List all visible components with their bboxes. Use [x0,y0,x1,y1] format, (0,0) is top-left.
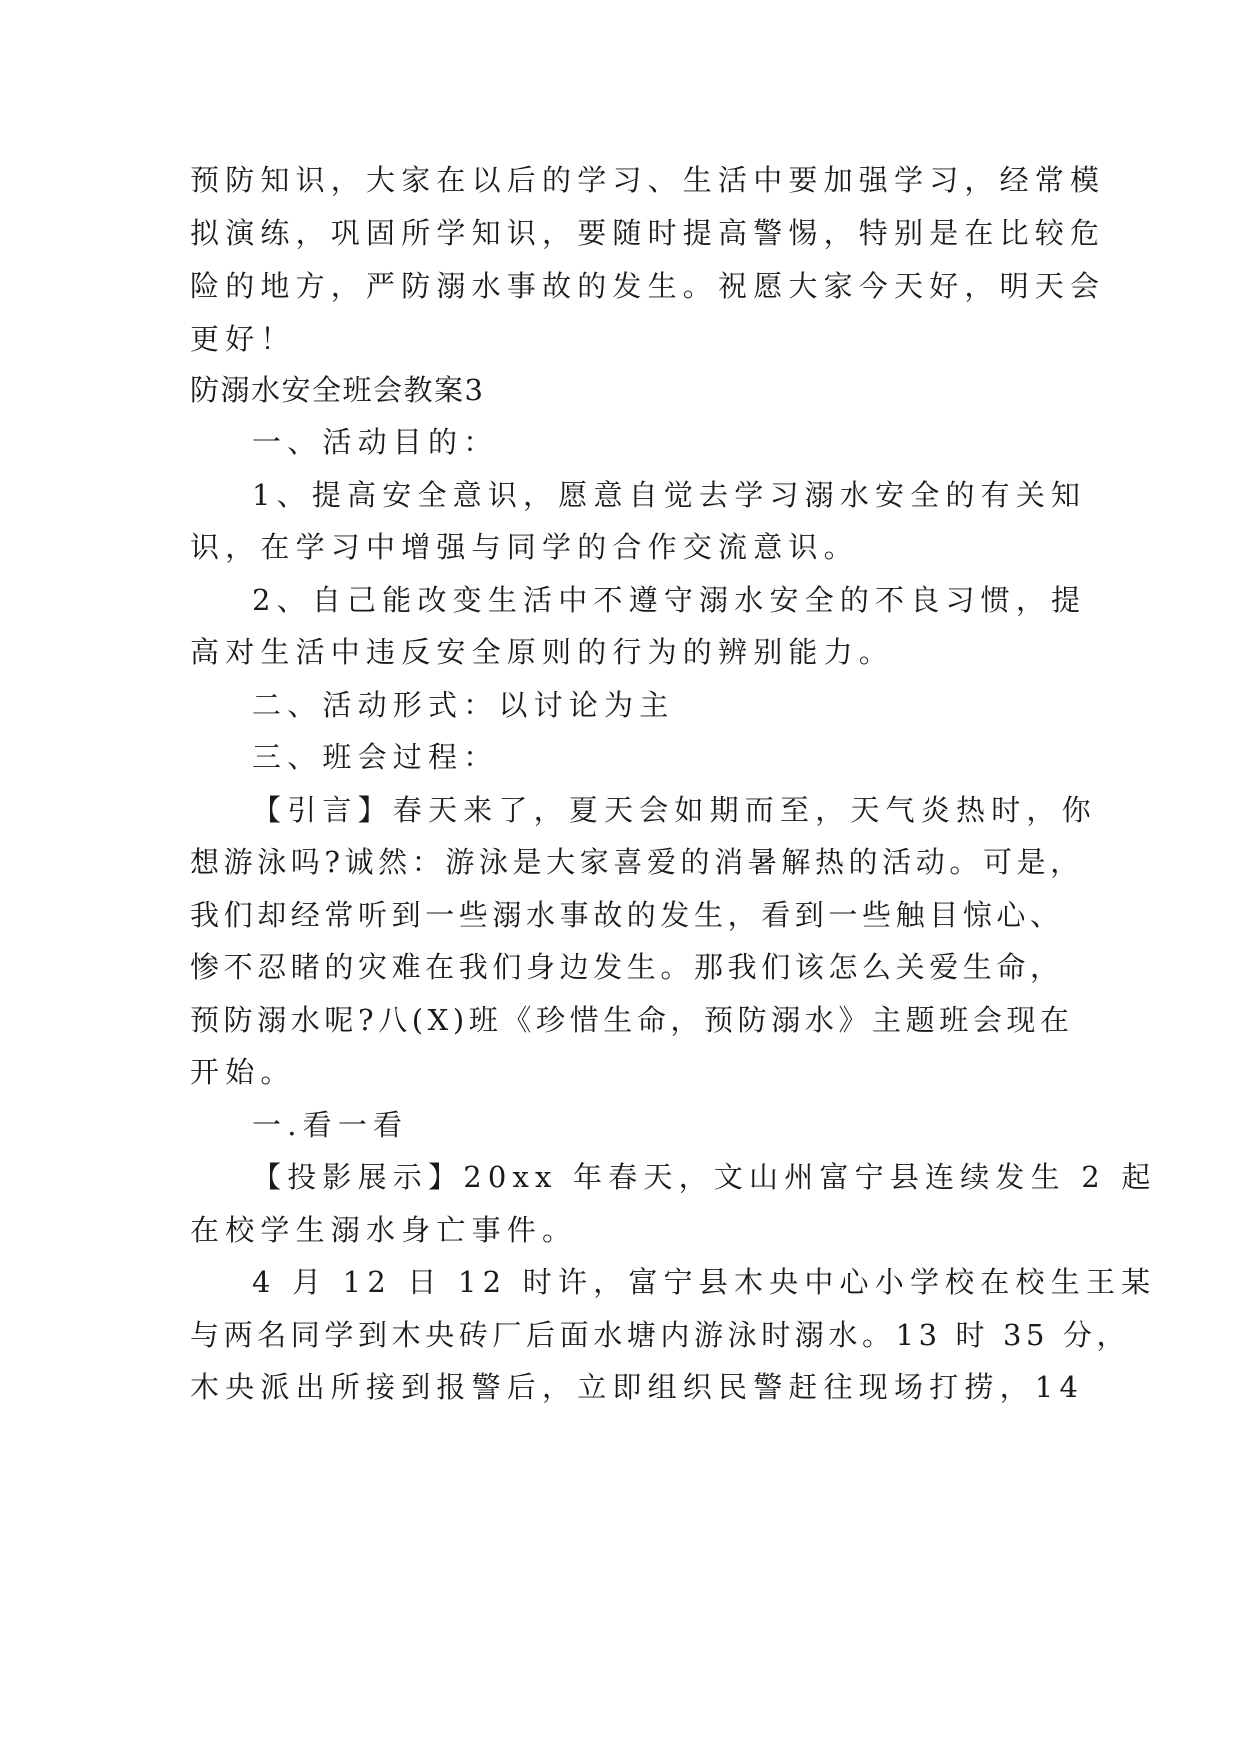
paragraph-line: 预防知识，大家在以后的学习、生活中要加强学习，经常模 [190,163,1106,197]
paragraph-line: 预防溺水呢?八(X)班《珍惜生命，预防溺水》主题班会现在 [190,1003,1074,1037]
paragraph-line: 高对生活中违反安全原则的行为的辨别能力。 [190,635,895,669]
section-heading: 一、活动目的： [252,425,499,459]
paragraph-line: 4 月 12 日 12 时许，富宁县木央中心小学校在校生王某 [252,1265,1157,1299]
section-heading: 三、班会过程： [252,740,499,774]
paragraph-line: 【引言】春天来了，夏天会如期而至，天气炎热时，你 [252,793,1097,827]
paragraph-line: 开始。 [190,1055,296,1089]
paragraph-line: 【投影展示】20xx 年春天，文山州富宁县连续发生 2 起 [252,1160,1157,1194]
paragraph-line: 拟演练，巩固所学知识，要随时提高警惕，特别是在比较危 [190,216,1106,250]
paragraph-line: 1、提高安全意识，愿意自觉去学习溺水安全的有关知 [252,478,1087,512]
section-heading: 二、活动形式：以讨论为主 [252,688,675,722]
paragraph-line: 2、自己能改变生活中不遵守溺水安全的不良习惯，提 [252,583,1087,617]
paragraph-line: 惨不忍睹的灾难在我们身边发生。那我们该怎么关爱生命， [190,950,1064,984]
paragraph-line: 我们却经常听到一些溺水事故的发生，看到一些触目惊心、 [190,898,1064,932]
section-title: 防溺水安全班会教案3 [190,373,485,407]
paragraph-line: 想游泳吗?诚然：游泳是大家喜爱的消暑解热的活动。可是， [190,845,1084,879]
paragraph-line: 在校学生溺水身亡事件。 [190,1213,578,1247]
section-heading: 一.看一看 [252,1108,409,1142]
paragraph-line: 险的地方，严防溺水事故的发生。祝愿大家今天好，明天会 [190,269,1106,303]
paragraph-line: 识，在学习中增强与同学的合作交流意识。 [190,530,859,564]
paragraph-line: 更好！ [190,322,296,356]
paragraph-line: 与两名同学到木央砖厂后面水塘内游泳时溺水。13 时 35 分， [190,1318,1131,1352]
paragraph-line: 木央派出所接到报警后，立即组织民警赶往现场打捞，14 [190,1370,1085,1404]
